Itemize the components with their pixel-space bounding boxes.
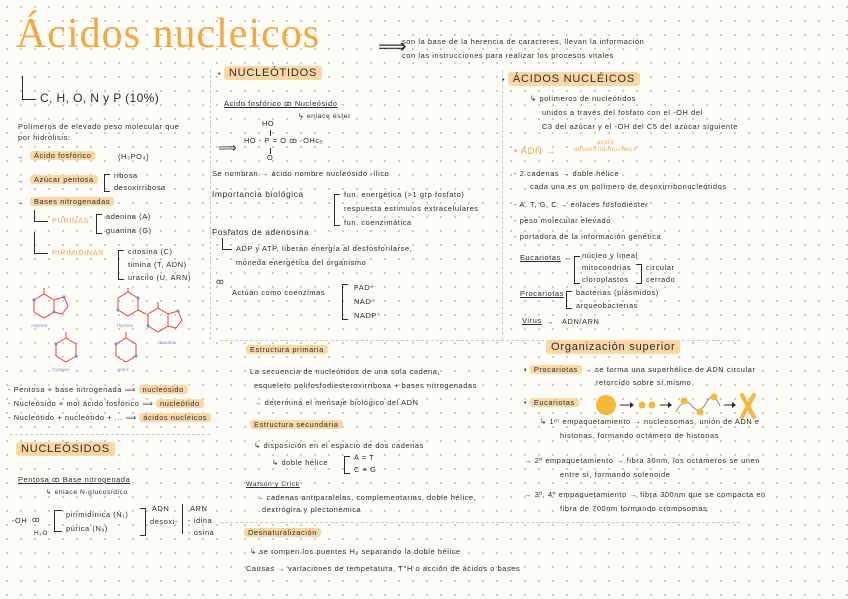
chromosome-icon [742,395,754,417]
adenina-text: adenina (A) [106,212,151,221]
cadenas-detail: cada una es un polímero de desoxirribonucleótidos [530,182,727,191]
fosfatos-text: Fosfatos de adenosina [212,227,310,237]
acido-nucleosido-text: Ácido fosfórico ꝏ Nucleósido [224,99,338,108]
summary-line-3: - Nucleótido + nucleótido + ... ⟹ ácidos nucleicos [8,414,211,423]
brace-icon [96,214,102,234]
cytosine-caption: Cytosine [52,367,70,372]
guanine-caption: Guanine [158,340,176,345]
nucleosome-icon [596,395,616,415]
arrow-icon: → [16,176,24,185]
right-line-3: C3 del azúcar y el -OH del C5 del azúcar siguiente [542,122,738,131]
struct-main-line: HO - P = O ꝏ -OHc₅ [244,136,324,145]
corner-arrow-icon [34,232,48,254]
intro-line-1: son la base de la herencia de caracteres, llevan la información [402,37,645,46]
struct-o-bottom: O [267,153,274,162]
secundaria-line-1: ↳ disposición en el espacio de dos cadenas [254,441,424,450]
empaquetamiento-1-b: histonas, formando octámero de histonas [560,431,719,440]
secundaria-line-2: ↳ doble hélice [272,458,329,467]
purica-text: púrica (N₉) [66,524,108,533]
brace-icon [54,510,62,532]
estructura-primaria-heading: Estructura primaria [246,346,328,355]
adp-line-1: ADP y ATP, liberan energía al desfosforilarse, [236,244,413,253]
virus-label: Virus [522,316,542,325]
base-molecules-illustration [20,288,190,374]
uracil-molecule-icon [116,332,136,362]
right-line-1: ↳ polímeros de nucleótidos [530,94,637,103]
pentosa-base-text: Pentosa ꝏ Base nitrogenada [18,475,131,484]
thymine-caption: Thymine [116,323,134,328]
peso-line: - peso molecular elevado [514,216,611,225]
guanina-text: guanina (G) [106,226,152,235]
procariotas-label: Procariotas [520,289,564,298]
adn-heading: • ADN → [514,146,556,157]
portadora-line: - portadora de la información genética [514,232,662,241]
base-pair-at: A = T [354,453,375,462]
arrow-icon: → [546,317,554,326]
eucariotas-item-3: cloroplastos [582,275,629,284]
cadenas-line: - 2 cadenas → doble hélice [514,169,620,178]
procariotas-org-line: • Procariotas → se forma una superhélice de ADN circular [524,365,756,374]
fad-text: FAD⁺ [354,283,375,292]
water-text: H₂O [34,530,49,537]
arrow-icon: → [16,152,24,161]
importancia-item-1: fun. energética (>1 grp fosfato) [344,190,465,199]
adenine-caption: Adenine [31,323,48,328]
link-symbol: ꝏ [216,277,225,286]
implies-arrow-icon: ⟹ [218,140,237,155]
eucariotas-item-1: núcleo y lineal [582,251,638,260]
adn-expansion: ácido desoxirribonucleico [574,140,637,153]
empaquetamiento-2-a: → 2º empaquetamiento → fibra 30nm, los octámeros se unen [524,456,760,465]
section-divider [220,522,740,523]
chonp-text: C, H, O, N y P (10%) [40,91,160,105]
virus-value: ADN/ARN [562,317,600,326]
guanine-molecule-icon [148,302,182,332]
column-divider [502,70,503,340]
brace-icon [140,508,146,536]
desoxi-label: desoxi- [150,517,179,526]
primaria-line-2: esqueleto polifosfodiesteroxirribosa + bases nitrogenadas [254,381,477,390]
coenzimas-text: Actúan como coenzimas [232,288,326,297]
uracilo-text: uracilo (U, ARN) [128,273,191,282]
importancia-item-3: fun. coenzimática [344,218,412,227]
brace-icon [118,250,124,280]
azucar-pentosa-label: Azúcar pentosa [30,176,98,185]
nadp-text: NADP⁺ [354,311,382,320]
empaquetamiento-1-a: ↳ 1ᵉʳ empaquetamiento → nucleosomas, unión de ADN e [540,417,760,426]
adn-label: ADN [152,504,170,513]
empaquetamiento-3-b: fibra de 700nm formando cromosomas [560,504,708,513]
eucariotas-item-2: mitocondrias [582,263,632,272]
acidos-nucleicos-heading: • ÁCIDOS NUCLÉICOS [502,73,640,86]
desnat-line-1: ↳ se rompen los puentes H₂ separando la doble hélice [250,547,461,556]
enlace-n-glucosidico-text: ↳ enlace N-glucosídico [46,489,128,496]
desnaturalizacion-heading: Desnaturalización [244,529,321,538]
timina-text: timina (T, ADN) [128,260,187,269]
procariotas-org-detail: retorcido sobre sí mismo [596,378,692,387]
secundaria-line-4: dextrógira y plectonémica [262,505,362,514]
pirimidinas-label: PIRIMIDINAS [52,248,104,257]
organizacion-superior-heading: Organización superior [546,341,680,354]
se-nombran-text: Se nombran → ácido nombre nucleósido -ílico [212,169,390,178]
empaquetamiento-3-a: → 3º, 4º empaquetamiento → fibra 300nm que se compacta en [524,490,766,499]
summary-line-2: - Nucleósido + mol ácido fosfórico ⟹ nucleótido [8,400,204,409]
desnat-line-2: Causas → variaciones de temperatura, T°H o acción de ácidos o bases [246,564,521,573]
brace-icon [566,291,572,309]
implies-arrow-icon: ⟹ [378,36,407,58]
brace-icon [344,456,350,474]
ribosa-text: ribosa [114,171,138,180]
osina-label: - osina [188,528,215,537]
procariotas-item-1: bacterias (plásmidos) [576,288,659,297]
empaquetamiento-2-b: entre sí, formando solenoide [560,470,671,479]
primaria-line-1: La secuencia de nucleótidos de una sola cadena, [250,367,441,376]
bases-nitrogenadas-label: Bases nitrogenadas [30,198,114,207]
eucariotas-label: Eucariotas [520,253,561,262]
brace-icon [104,174,110,192]
polymer-line-1: Polímeros de elevado peso molecular que [18,122,180,131]
column-divider [210,70,211,340]
arn-label: ARN [190,504,208,513]
brace-icon [334,194,340,226]
intro-line-2: con las instrucciones para realizar los procesos vitales [402,51,614,60]
chromatin-fiber-icon [639,402,656,409]
cytosine-molecule-icon [56,332,76,362]
right-line-2: unidos a través del fosfato con el -OH del [542,108,703,117]
link-symbol: ꝏ [32,515,41,524]
atgc-line: - A, T, G, C → enlaces fosfodiéster [514,200,649,209]
idina-label: - idina [188,516,213,525]
adp-line-2: moneda energética del organismo [236,258,367,267]
arrow-icon: → [564,253,572,262]
eucariotas-org-label: • Eucariotas [524,399,579,408]
nucleosidos-heading: NUCLEÓSIDOS [16,443,115,456]
primaria-line-3: → determina el mensaje biológico del ADN [254,398,419,407]
purinas-label: PURINAS [52,216,90,225]
divider-line [182,504,183,534]
uracil-caption: Uracil [117,367,129,372]
brace-icon [574,256,580,284]
struct-ho-top: HO [262,119,275,128]
procariotas-item-2: arqueobacterias [576,301,639,310]
corner-arrow-icon [222,238,232,250]
estructura-secundaria-heading: Estructura secundaria [250,421,343,430]
page-title: Ácidos nucleicos [16,11,321,57]
summary-line-1: - Pentosa + base nitrogenada ⟹ nucleósido [8,386,188,395]
importancia-item-2: respuesta estímulos extracelulares [344,204,479,213]
oh-group-text: -OH [12,516,28,525]
polymer-line-2: por hidrólisis: [18,133,71,142]
circular-text: circular [646,263,675,272]
brace-icon [636,264,642,284]
watson-crick-text: Watson y Crick [246,481,300,488]
section-divider [10,434,210,435]
arrow-icon: → [16,198,24,207]
corner-arrow-icon [34,210,48,222]
brace-icon [342,284,348,320]
acido-formula: (H₃PO₄) [118,152,150,161]
secundaria-line-3: → cadenas antiparalelas, complementarias, doble hélice, [256,493,477,502]
corner-arrow-icon [22,76,36,100]
nucleotidos-heading: • NUCLEÓTIDOS [218,67,322,80]
base-pair-cg: C ≡ G [354,465,377,474]
enlace-ester-text: ↳ enlace éster [298,113,352,120]
adenine-molecule-icon [34,288,68,318]
desoxirribosa-text: desoxirribosa [114,183,166,192]
solenoid-icon [676,394,720,416]
nad-text: NAD⁺ [354,297,376,306]
citosina-text: citosina (C) [128,247,173,256]
importancia-text: Importancia biológica [212,189,304,199]
acido-fosforico-label: Ácido fosfórico [30,152,95,161]
cerrado-text: cerrado [646,275,676,284]
pirimidinica-text: pirimidínica (N₁) [66,510,129,519]
thymine-molecule-icon [118,288,146,316]
